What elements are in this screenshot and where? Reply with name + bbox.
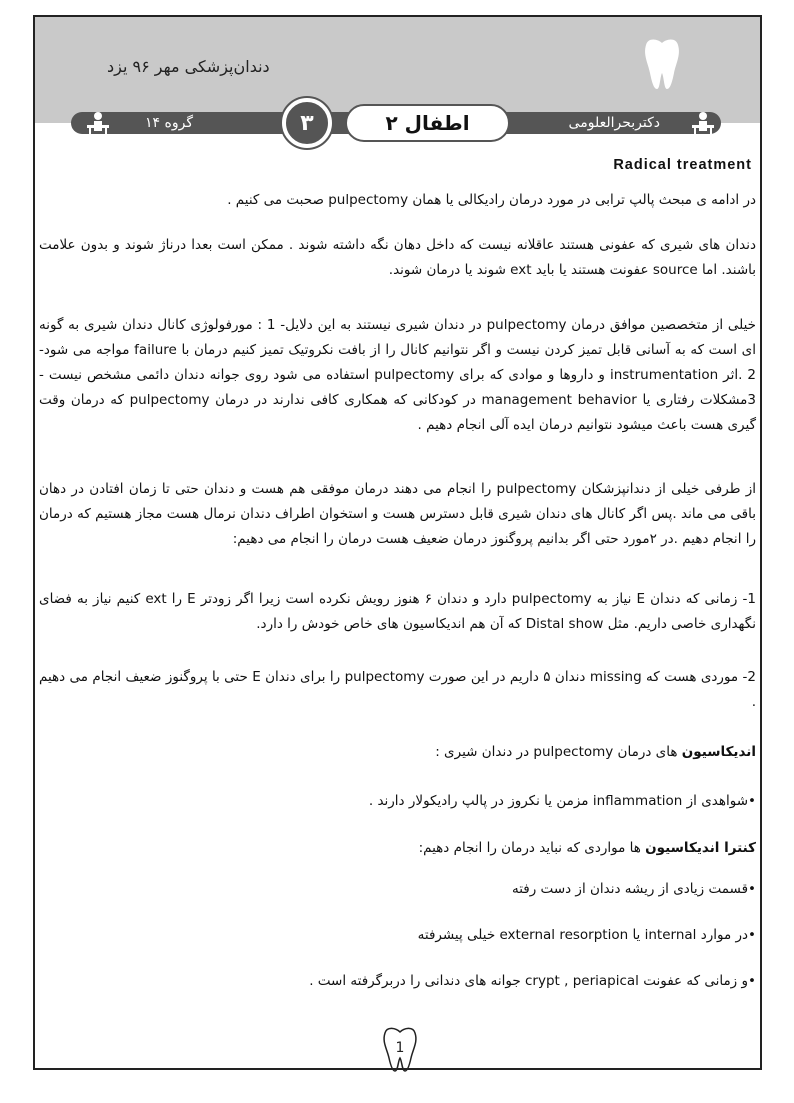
contraindications-heading bbox=[39, 836, 756, 861]
indications-heading-bold: اندیکاسیون bbox=[681, 744, 756, 760]
bullet: • bbox=[748, 973, 756, 989]
author-label: دکتربحرالعلومی bbox=[568, 115, 660, 131]
bullet: • bbox=[748, 927, 756, 943]
paragraph: دندان های شیری که عفونی هستند عاقلانه نیست که داخل دهان نگه داشته شوند . ممکن است بعدا درناژ شوند و بدون علامت باشند. اما source عفونت هستند یا باید ext شوند یا درمان شوند. bbox=[39, 237, 756, 278]
bullet: • bbox=[748, 881, 756, 897]
teacher-icon bbox=[688, 111, 718, 137]
teacher-icon bbox=[83, 111, 113, 137]
list-item: •شواهدی از inflammation مزمن یا نکروز در پالپ رادیکولار دارند . bbox=[368, 793, 756, 809]
group-label: گروه ۱۴ bbox=[145, 115, 193, 131]
contra-heading-bold: کنترا اندیکاسیون bbox=[645, 840, 756, 856]
paragraph: 1- زمانی که دندان E نیاز به pulpectomy دارد و دندان ۶ هنوز رویش نکرده است زیرا اگر زودتر E را ext کنیم نیاز به فضای نگهداری خاصی داریم. مثل Distal show که آن هم اندیکاسیون های خاص خودش را دارد. bbox=[39, 591, 756, 632]
paragraph: 2- موردی هست که missing دندان ۵ داریم در این صورت pulpectomy را برای دندان E حتی با پروگنوز ضعیف انجام می دهیم . bbox=[39, 669, 756, 710]
tooth-logo-icon bbox=[642, 37, 682, 91]
header-title: دندان‌پزشکی مهر ۹۶ یزد bbox=[107, 57, 270, 76]
page-number: 1 bbox=[395, 1040, 405, 1056]
paragraph: از طرفی خیلی از دندانپزشکان pulpectomy را انجام می دهند درمان موفقی هم هست و دندان حتی تا زمان افتادن در دهان باقی می ماند .پس اگر کانال های دندان شیری قابل دسترس هست و استخوان اطراف دندان نرمال هست مجاز هستیم که درمان را انجام دهیم .در ۲مورد حتی اگر بدانیم پروگنوز درمان ضعیف هست درمان را انجام می دهیم: bbox=[39, 481, 756, 547]
list-item: •قسمت زیادی از ریشه دندان از دست رفته bbox=[511, 881, 756, 897]
page-frame bbox=[33, 15, 762, 1070]
session-number-badge: ۳ bbox=[282, 98, 332, 148]
page-number-tooth-icon bbox=[380, 1025, 420, 1073]
indications-heading bbox=[39, 740, 756, 765]
list-item: •و زمانی که عفونت crypt , periapical جوانه های دندانی را دربرگرفته است . bbox=[309, 973, 756, 989]
paragraph: خیلی از متخصصین موافق درمان pulpectomy در دندان شیری نیستند به این دلایل- 1 : مورفولوژی کانال دندان شیری به گونه ای است که به آسانی قابل تمیز کردن نیست و اگر نتوانیم کانال را از بافت نکروتیک تمیز کنیم درمان با failure مواجه می شود- 2 .اثر instrumentation و داروها و موادی که برای pulpectomy استفاده می شود روی جوانه دندان دائمی مشخص نیست - 3مشکلات رفتاری یا management behavior در کودکانی که همکاری کافی ندارند در درمان pulpectomy که درمان وقت گیری هست باعث میشود نتوانیم درمان ایده آلی انجام دهیم . bbox=[39, 317, 757, 433]
contra-heading-text: ها مواردی که نباید درمان را انجام دهیم: bbox=[418, 840, 646, 856]
paragraph: در ادامه ی مبحث پالپ ترابی در مورد درمان رادیکالی یا همان pulpectomy صحبت می کنیم . bbox=[227, 192, 756, 208]
list-item: •در موارد internal یا external resorption خیلی پیشرفته bbox=[417, 927, 756, 943]
bullet: • bbox=[748, 793, 756, 809]
indications-heading-text: های درمان pulpectomy در دندان شیری : bbox=[435, 744, 682, 760]
course-title: اطفال ۲ bbox=[345, 104, 510, 142]
section-heading: Radical treatment bbox=[613, 157, 752, 173]
